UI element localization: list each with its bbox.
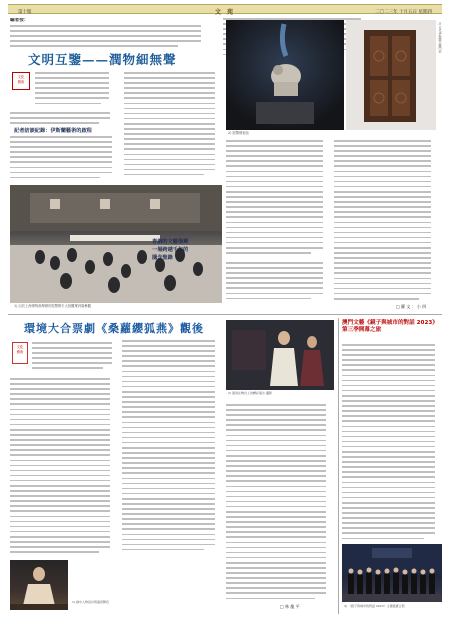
statue-caption: 2) 展覽藝術品 — [228, 131, 249, 135]
bronze-subtitle-3: 隱含聖錄 — [152, 255, 173, 261]
section1-author: □ 羅 文 ： 小 四 — [396, 304, 427, 309]
stage-performers-caption: 2) 演員在舞台上的精彩演出 攝影 — [228, 391, 272, 395]
section2-seal — [12, 342, 28, 364]
editor-note-label: 編者按： — [10, 18, 29, 23]
section1-col1-text — [10, 136, 120, 182]
section1-col4-text — [334, 140, 438, 305]
section1-col2-text — [124, 72, 222, 184]
section2-lead-text — [32, 342, 118, 376]
section2-author: □ 林 龍 平 — [280, 604, 300, 609]
section3-text — [342, 344, 442, 540]
section1-title: 文明互鑒——潤物細無聲 — [28, 52, 177, 67]
seal-text-2: 藝術 — [17, 79, 25, 84]
section1-lead-text-2 — [10, 112, 118, 126]
section2-col3-text — [226, 404, 334, 604]
hall-photo-caption: 1) 由於上海博物館舉辦的展覽吸引大批觀眾到場參觀 — [14, 304, 91, 308]
group-photo — [342, 544, 442, 602]
page-number: 第十版 — [18, 10, 32, 15]
issue-date: 二〇二三年 十月五日 星期四 — [375, 10, 432, 15]
stage-photo-performers — [226, 320, 334, 390]
section1-col3b-text — [226, 262, 330, 304]
masthead — [8, 4, 442, 14]
section2-title: 環境大合票劇《桑蘿纓狐燕》觀後 — [24, 322, 204, 335]
section2-col1-text — [10, 378, 118, 558]
section-title: 文 苑 — [214, 9, 236, 16]
seal2-text-2: 藝術 — [16, 349, 24, 354]
door-caption: 3) 古代伊斯蘭木雕門扇 — [438, 22, 442, 54]
stage-photo-portrait — [10, 560, 68, 610]
seal2-text-1: 文化 — [16, 345, 24, 349]
bronze-subtitle: 青銅的文藝復興 — [152, 239, 189, 245]
seal-text-1: 文化 — [17, 75, 25, 79]
carved-door-photo — [346, 20, 436, 130]
seal-stamp — [12, 72, 30, 90]
section1-col3-text — [226, 140, 330, 260]
editor-note-text — [10, 25, 215, 51]
bronze-statue-photo — [226, 20, 344, 130]
bronze-subtitle-2: 一場跨越千年的 — [152, 247, 189, 253]
section-divider — [8, 314, 442, 315]
section3-title: 澳門文藝《鏡子與城市的對話 2023》第三季開幕之旅 — [342, 320, 438, 333]
stage-portrait-caption: 1) 劇中人物設計與演員陣容 — [72, 600, 110, 604]
section1-subtitle: 記者訪談紀錄：伊斯蘭藝術的啟程 — [14, 128, 92, 134]
section1-lead-text — [35, 72, 115, 110]
column-divider — [338, 318, 339, 614]
section2-col2-text — [122, 340, 222, 558]
group-photo-caption: 4) 《鏡子與城市的對話 2023》主禮嘉賓合照 — [344, 604, 405, 608]
